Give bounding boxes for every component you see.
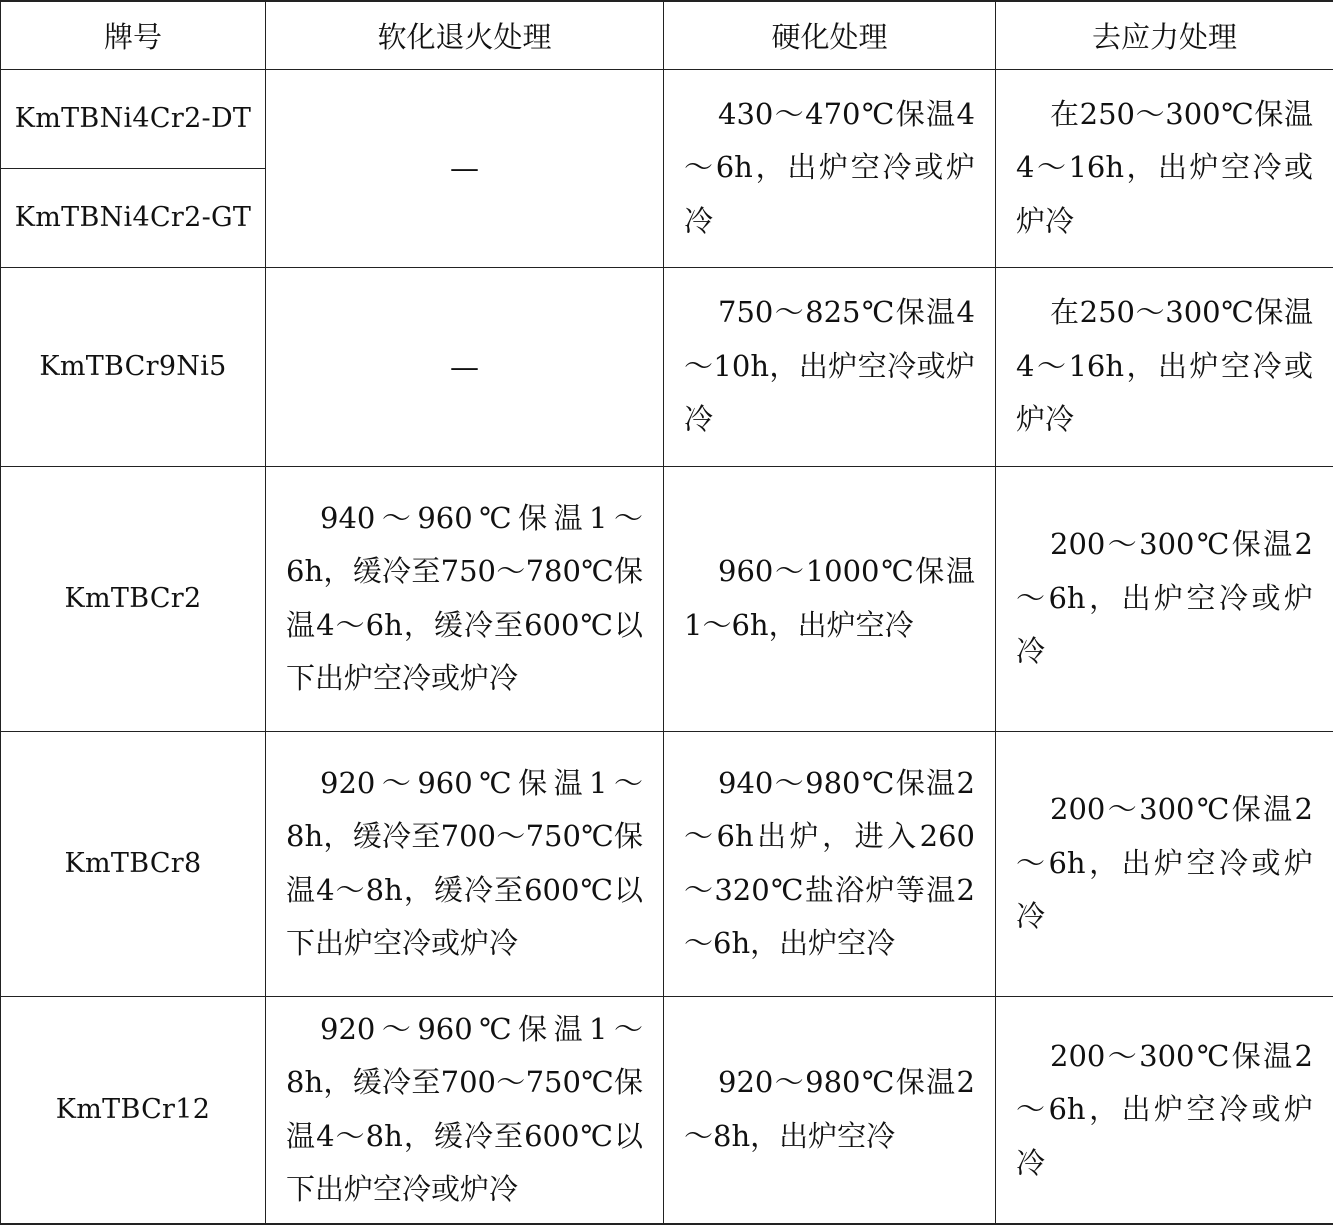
hardening-cell: 430～470℃保温4～6h，出炉空冷或炉冷	[664, 69, 996, 267]
stress-relief-cell: 在250～300℃保温4～16h，出炉空冷或炉冷	[996, 267, 1333, 466]
soft-anneal-cell: 920～960℃保温1～8h，缓冷至700～750℃保温4～8h，缓冷至600℃以下出炉空冷或炉冷	[266, 731, 664, 996]
table-row	[1, 996, 1333, 1224]
hardening-cell: 960～1000℃保温1～6h，出炉空冷	[664, 466, 996, 731]
stress-relief-cell: 200～300℃保温2～6h，出炉空冷或炉冷	[996, 466, 1333, 731]
header-hardening: 硬化处理	[664, 1, 996, 69]
stress-relief-cell: 200～300℃保温2～6h，出炉空冷或炉冷	[996, 996, 1333, 1224]
header-grade: 牌号	[1, 1, 266, 69]
table-row	[1, 731, 1333, 996]
soft-anneal-cell: 920～960℃保温1～8h，缓冷至700～750℃保温4～8h，缓冷至600℃以下出炉空冷或炉冷	[266, 996, 664, 1224]
hardening-cell: 940～980℃保温2～6h出炉，进入260～320℃盐浴炉等温2～6h，出炉空冷	[664, 731, 996, 996]
grade-cell: KmTBCr8	[1, 731, 266, 996]
table-row	[1, 267, 1333, 466]
grade-cell: KmTBCr2	[1, 466, 266, 731]
soft-anneal-cell: —	[266, 69, 664, 267]
hardening-cell: 920～980℃保温2～8h，出炉空冷	[664, 996, 996, 1224]
header-soft-anneal: 软化退火处理	[266, 1, 664, 69]
stress-relief-cell: 200～300℃保温2～6h，出炉空冷或炉冷	[996, 731, 1333, 996]
table-row	[1, 466, 1333, 731]
header-stress-relief: 去应力处理	[996, 1, 1333, 69]
soft-anneal-cell: 940～960℃保温1～6h，缓冷至750～780℃保温4～6h，缓冷至600℃以下出炉空冷或炉冷	[266, 466, 664, 731]
grade-cell: KmTBNi4Cr2-GT	[1, 168, 266, 267]
grade-cell: KmTBNi4Cr2-DT	[1, 69, 266, 168]
hardening-cell: 750～825℃保温4～10h，出炉空冷或炉冷	[664, 267, 996, 466]
grade-cell: KmTBCr9Ni5	[1, 267, 266, 466]
table-row	[1, 69, 1333, 168]
stress-relief-cell: 在250～300℃保温4～16h，出炉空冷或炉冷	[996, 69, 1333, 267]
grade-cell: KmTBCr12	[1, 996, 266, 1224]
header-row	[1, 1, 1333, 69]
soft-anneal-cell: —	[266, 267, 664, 466]
